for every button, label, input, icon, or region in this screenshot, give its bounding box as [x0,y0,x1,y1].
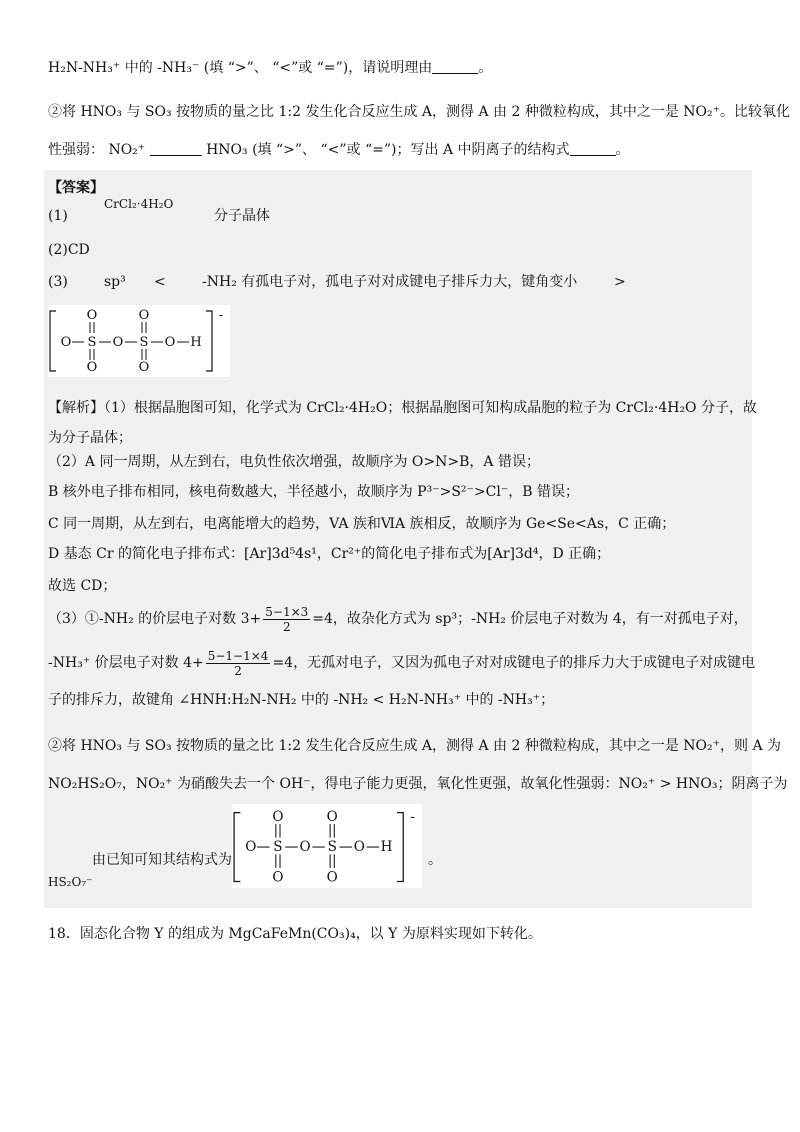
answer-3: (3) sp³ < -NH₂ 有孤电子对，孤电子对对成键电子排斥力大，键角变小 > [48,274,626,290]
analysis-line: （3）①-NH₂ 的价层电子对数 3+ $\frac{5-1\times 3}{2}$ =4，故杂化方式为 sp³；-NH₂ 价层电子对数为 4，有一对孤电子对， [48,604,748,634]
atom-o-bottom: O [272,869,284,886]
question-line-3: 性强弱： NO₂⁺ HNO₃ (填 “>”、 “<”或 “=”)；写出 A 中阴离子的结构式 。 [48,142,630,158]
atom-s: S [139,335,149,350]
analysis-line: 故选 CD； [48,578,117,594]
fraction: $\frac{5-1-1\times 4}{2}$ [207,648,269,678]
analysis-line: 【解析】（1）根据晶胞图可知，化学式为 CrCl₂·4H₂O；根据晶胞图可知构成晶胞的粒子为 CrCl₂·4H₂O 分子，故 [48,400,757,416]
atom-h: H [190,335,202,350]
atom-o: O [245,839,257,856]
answer-blank [150,141,202,156]
question-line-2 [48,102,790,122]
fraction: $\frac{5-1\times 3}{2}$ [265,604,309,634]
structure-diagram [48,305,230,377]
atom-s: S [87,335,97,350]
atom-o-bottom: O [86,360,98,375]
analysis-line: ②将 HNO₃ 与 SO₃ 按物质的量之比 1:2 发生化合反应生成 A，测得 A 由 2 种微粒构成，其中之一是 NO₂⁺，则 A 为 [48,738,782,754]
analysis-line: C 同一周期，从左到右，电离能增大的趋势，VA 族和ⅥA 族相反，故顺序为 Ge<Se<As，C 正确； [48,516,676,532]
question-text: ②将 HNO₃ 与 SO₃ 按物质的量之比 1:2 发生化合反应生成 A，测得 A 由 2 种微粒构成，其中之一是 NO₂⁺。比较氧化 [48,104,791,120]
atom-o: O [60,335,72,350]
analysis-line: 为分子晶体； [48,430,132,446]
answer-3-compare-2: > [614,274,626,290]
answer-1-formula: CrCl₂·4H₂O [104,197,174,211]
anion-formula: HS₂O₇⁻ [48,875,93,889]
atom-o: O [164,335,176,350]
structure-diagram [232,804,422,888]
anion-structure-analysis [232,804,422,888]
analysis-line: D 基态 Cr 的简化电子排布式：[Ar]3d⁵4s¹，Cr²⁺的简化电子排布式为[Ar]3d⁴，D 正确； [48,546,611,562]
answer-title: 【答案】 [48,180,104,196]
atom-o: O [353,839,365,856]
question-text: H₂N-NH₃⁺ 中的 -NH₃⁻ (填 “>”、 “<”或 “=”)，请说明理由 [48,60,433,76]
answer-3-reason: -NH₂ 有孤电子对，孤电子对对成键电子排斥力大，键角变小 [202,274,578,290]
question-line-1: H₂N-NH₃⁺ 中的 -NH₃⁻ (填 “>”、 “<”或 “=”)，请说明理由 。 [48,60,493,76]
charge-sign: - [218,308,224,323]
charge-sign: - [410,808,415,825]
analysis-line: -NH₃⁺ 价层电子对数 4+ $\frac{5-1-1\times 4}{2}$ =4，无孤对电子，又因为孤电子对对成键电子的排斥力大于成键电子对成键电 [48,648,756,678]
atom-o-top: O [326,808,338,825]
answer-1-text: 分子晶体 [214,208,270,224]
answer-blank [570,141,616,156]
atom-s: S [273,839,283,856]
atom-o-bottom: O [138,360,150,375]
atom-s: S [327,839,337,856]
analysis-line: B 核外电子排布相同，核电荷数越大，半径越小，故顺序为 P³⁻>S²⁻>Cl⁻，B 错误； [48,484,579,500]
analysis-line: （2）A 同一周期，从左到右，电负性依次增强，故顺序为 O>N>B，A 错误； [48,454,540,470]
answer-1: (1) CrCl₂·4H₂O 分子晶体 [48,206,68,226]
answer-blank [432,59,478,74]
analysis-line: NO₂HS₂O₇，NO₂⁺ 为硝酸失去一个 OH⁻，得电子能力更强，氧化性更强，故氧化性强弱：NO₂⁺ > HNO₃；阴离子为 [48,776,788,792]
question-18: 18．固态化合物 Y 的组成为 MgCaFeMn(CO₃)₄，以 Y 为原料实现如下转化。 [48,926,542,942]
answer-3-compare-1: < [154,274,166,290]
atom-o: O [112,335,124,350]
atom-o: O [299,839,311,856]
answer-2: (2)CD [48,242,90,258]
atom-o-bottom: O [326,869,338,886]
analysis-line: 子的排斥力，故键角 ∠HNH:H₂N-NH₂ 中的 -NH₂ < H₂N-NH₃⁺ 中的 -NH₃⁺； [48,692,555,708]
anion-structure-answer [48,305,230,377]
atom-h: H [380,839,393,856]
answer-3-hybridization: sp³ [104,274,126,290]
atom-o-top: O [272,808,284,825]
atom-o-top: O [138,308,150,323]
atom-o-top: O [86,308,98,323]
